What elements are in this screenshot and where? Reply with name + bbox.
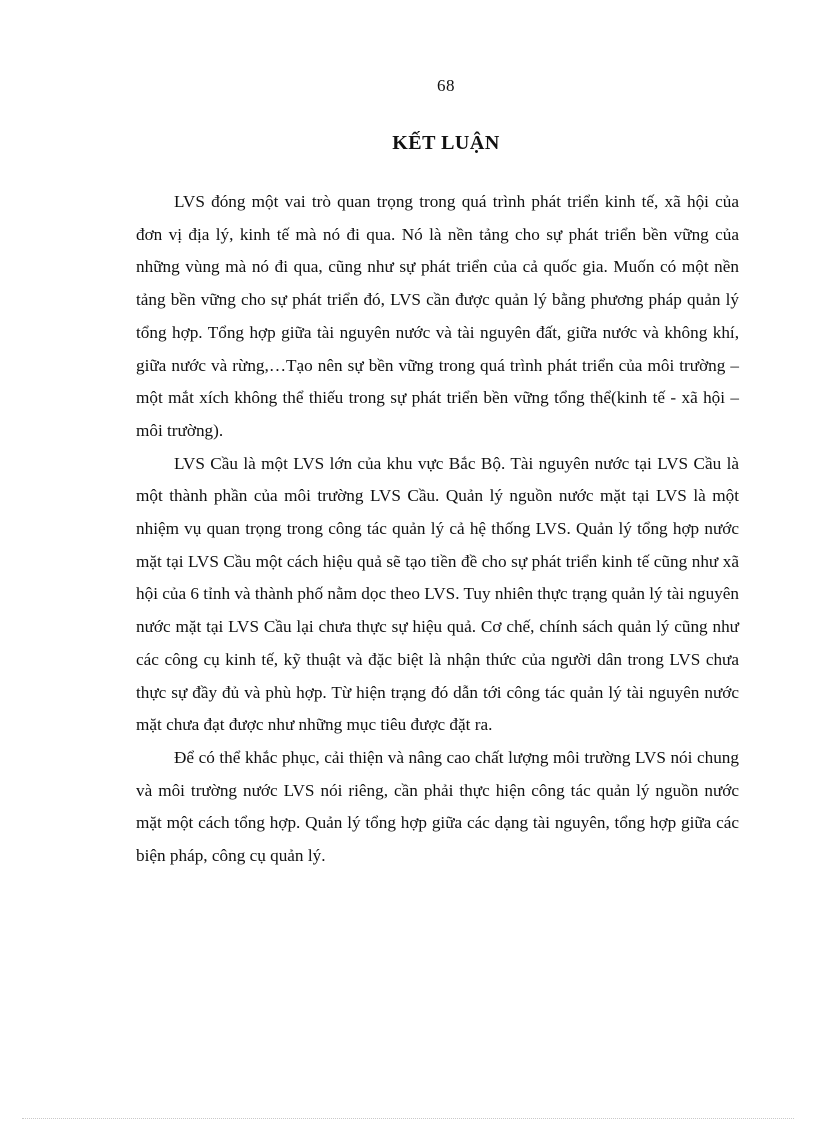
- page-title: KẾT LUẬN: [392, 132, 500, 154]
- paragraph-1: LVS đóng một vai trò quan trọng trong quá trình phát triển kinh tế, xã hội của đơn vị địa lý, kinh tế mà nó đi qua. Nó là nền tảng cho sự phát triển bền vững của những vùng mà nó đi qua, cũng như sự phát triển của cả quốc gia. Muốn có một nền tảng bền vững cho sự phát triển đó, LVS cần được quản lý bằng phương pháp quản lý tổng hợp. Tổng hợp giữa tài nguyên nước và tài nguyên đất, giữa nước và không khí, giữa nước và rừng,…Tạo nên sự bền vững trong quá trình phát triển của môi trường – một mắt xích không thể thiếu trong sự phát triển bền vững tổng thể(kinh tế - xã hội – môi trường).: [136, 192, 739, 440]
- paragraph-3: Để có thể khắc phục, cải thiện và nâng cao chất lượng môi trường LVS nói chung và môi trường nước LVS nói riêng, cần phải thực hiện công tác quản lý nguồn nước mặt một cách tổng hợp. Quản lý tổng hợp giữa các dạng tài nguyên, tổng hợp giữa các biện pháp, công cụ quản lý.: [136, 747, 739, 866]
- paragraph-2: LVS Cầu là một LVS lớn của khu vực Bắc Bộ. Tài nguyên nước tại LVS Cầu là một thành phần của môi trường LVS Cầu. Quản lý nguồn nước mặt tại LVS là một nhiệm vụ quan trọng trong công tác quản lý cả hệ thống LVS. Quản lý tổng hợp nước mặt tại LVS Cầu một cách hiệu quả sẽ tạo tiền đề cho sự phát triển kinh tế cũng như xã hội của 6 tỉnh và thành phố nằm dọc theo LVS. Tuy nhiên thực trạng quản lý tài nguyên nước mặt tại LVS Cầu lại chưa thực sự hiệu quả. Cơ chế, chính sách quản lý cũng như các công cụ kinh tế, kỹ thuật và đặc biệt là nhận thức của người dân trong LVS chưa thực sự đầy đủ và phù hợp. Từ hiện trạng đó dẫn tới công tác quản lý tài nguyên nước mặt chưa đạt được như những mục tiêu được đặt ra.: [136, 453, 740, 735]
- page-bottom-divider: [22, 1118, 794, 1119]
- page-number: 68: [437, 76, 455, 95]
- body-text: [136, 186, 739, 873]
